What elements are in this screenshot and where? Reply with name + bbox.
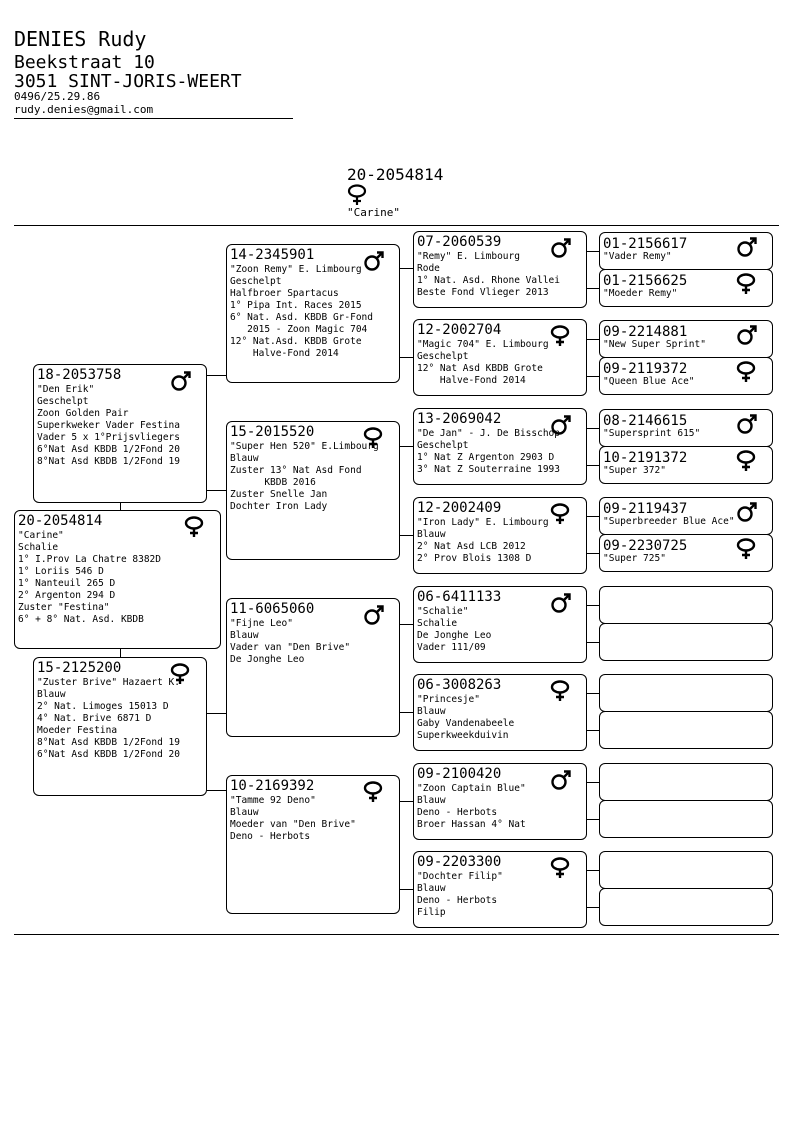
detail-line: Vader 111/09 (417, 642, 486, 653)
male-symbol-icon (736, 236, 758, 258)
detail-line: Halve-Fond 2014 (417, 375, 526, 386)
connector (400, 712, 413, 713)
pigeon-card-fmmf (599, 497, 773, 535)
owner-city: 3051 SINT-JORIS-WEERT (14, 71, 242, 92)
detail-line: Blauw (417, 883, 446, 894)
pigeon-card-mfm (413, 674, 587, 751)
pigeon-card-mff (413, 586, 587, 663)
male-symbol-icon (736, 324, 758, 346)
detail-line: De Jonghe Leo (417, 630, 492, 641)
detail-line: 4° Nat. Brive 6871 D (37, 713, 152, 724)
connector (587, 553, 599, 554)
detail-line: 1° Nat Z Argenton 2903 D (417, 452, 555, 463)
detail-line: 1° I.Prov La Chatre 8382D (18, 554, 161, 565)
connector (207, 713, 227, 714)
pigeon-card-fffm (599, 269, 773, 307)
detail-line: Broer Hassan 4° Nat (417, 819, 526, 830)
pigeon-card-mmm (413, 851, 587, 928)
detail-line: "Zuster Brive" Hazaert K. (37, 677, 180, 688)
pigeon-card-fff (413, 231, 587, 308)
pigeon-card-ffmm (599, 357, 773, 395)
ring-number: 09-2119372 (603, 361, 688, 377)
pigeon-card-mm (226, 775, 400, 914)
connector (587, 516, 599, 517)
male-symbol-icon (550, 769, 572, 791)
detail-line: "Super 725" (603, 553, 666, 564)
detail-line: 3° Nat Z Souterraine 1993 (417, 464, 560, 475)
pigeon-card-mmfm (599, 800, 773, 838)
connector (400, 446, 413, 447)
detail-line: Geschelpt (417, 351, 469, 362)
ring-number: 12-2002704 (417, 322, 502, 338)
pigeon-details (37, 384, 204, 468)
detail-line: 6° + 8° Nat. Asd. KBDB (18, 614, 144, 625)
connector (400, 535, 413, 536)
detail-line: Gaby Vandenabeele (417, 718, 515, 729)
ring-number: 14-2345901 (230, 247, 315, 263)
pigeon-card-ffm (413, 319, 587, 396)
detail-line: Blauw (417, 795, 446, 806)
detail-line: 6°Nat Asd KBDB 1/2Fond 20 (37, 444, 180, 455)
detail-line: Moeder Festina (37, 725, 118, 736)
connector (587, 782, 599, 783)
detail-line: Deno - Herbots (417, 895, 498, 906)
detail-line: Beste Fond Vlieger 2013 (417, 287, 549, 298)
female-symbol-icon (363, 427, 385, 449)
detail-line: 2015 - Zoon Magic 704 (230, 324, 368, 335)
detail-line: "Queen Blue Ace" (603, 376, 695, 387)
ring-number: 06-3008263 (417, 677, 502, 693)
detail-line: Vader van "Den Brive" (230, 642, 351, 653)
pigeon-card-mother (33, 657, 207, 796)
pedigree-title-ring: 20-2054814 (347, 165, 444, 184)
connector (400, 801, 413, 802)
male-symbol-icon (550, 414, 572, 436)
detail-line: Superkweekduivin (417, 730, 509, 741)
detail-line: 1° Nat. Asd. Rhone Vallei (417, 275, 560, 286)
female-symbol-icon (550, 680, 572, 702)
detail-line: 2° Nat Asd LCB 2012 (417, 541, 526, 552)
detail-line: Zuster Snelle Jan (230, 489, 328, 500)
connector (587, 819, 599, 820)
connector (587, 870, 599, 871)
detail-line: 2° Prov Blois 1308 D (417, 553, 532, 564)
ring-number: 07-2060539 (417, 234, 502, 250)
detail-line: Blauw (37, 689, 66, 700)
connector (400, 268, 413, 269)
pigeon-card-mmff (599, 763, 773, 801)
ring-number: 11-6065060 (230, 601, 315, 617)
detail-line: Blauw (230, 807, 259, 818)
pigeon-card-fm (226, 421, 400, 560)
detail-line: "Fijne Leo" (230, 618, 293, 629)
male-symbol-icon (363, 604, 385, 626)
detail-line: "Zoon Remy" E. Limbourg (230, 264, 362, 275)
ring-number: 01-2156617 (603, 236, 688, 252)
pigeon-details (37, 677, 204, 761)
ring-number: 09-2100420 (417, 766, 502, 782)
connector (400, 889, 413, 890)
connector (207, 375, 227, 376)
detail-line: "Dochter Filip" (417, 871, 503, 882)
female-symbol-icon (550, 325, 572, 347)
pigeon-card-father (33, 364, 207, 503)
ring-number: 12-2002409 (417, 500, 502, 516)
connector (587, 642, 599, 643)
detail-line: Blauw (417, 706, 446, 717)
pigeon-card-mfmf (599, 674, 773, 712)
ring-number: 10-2191372 (603, 450, 688, 466)
ring-number: 20-2054814 (18, 513, 103, 529)
pedigree-title-name: "Carine" (347, 206, 400, 219)
pigeon-card-ffff (599, 232, 773, 270)
male-symbol-icon (736, 413, 758, 435)
ring-number: 06-6411133 (417, 589, 502, 605)
pigeon-card-mf (226, 598, 400, 737)
male-symbol-icon (363, 250, 385, 272)
detail-line: "De Jan" - J. De Bisschop (417, 428, 560, 439)
female-symbol-icon (736, 273, 758, 295)
male-symbol-icon (170, 370, 192, 392)
ring-number: 09-2203300 (417, 854, 502, 870)
detail-line: 6° Nat. Asd. KBDB Gr-Fond (230, 312, 373, 323)
detail-line: 1° Loriis 546 D (18, 566, 104, 577)
male-symbol-icon (550, 237, 572, 259)
pigeon-details (230, 441, 397, 513)
pigeon-card-mmf (413, 763, 587, 840)
pigeon-card-subject (14, 510, 221, 649)
detail-line: "New Super Sprint" (603, 339, 706, 350)
ring-number: 09-2230725 (603, 538, 688, 554)
male-symbol-icon (550, 592, 572, 614)
male-symbol-icon (736, 501, 758, 523)
detail-line: 8°Nat Asd KBDB 1/2Fond 19 (37, 737, 180, 748)
female-symbol-icon (550, 503, 572, 525)
ring-number: 15-2125200 (37, 660, 122, 676)
detail-line: Blauw (230, 453, 259, 464)
connector (587, 693, 599, 694)
connector (587, 428, 599, 429)
pigeon-details (230, 264, 397, 360)
female-symbol-icon (363, 781, 385, 803)
pigeon-card-mfff (599, 586, 773, 624)
detail-line: Zoon Golden Pair (37, 408, 129, 419)
detail-line: "Vader Remy" (603, 251, 672, 262)
connector (207, 490, 227, 491)
pigeon-card-fmfm (599, 446, 773, 484)
detail-line: Schalie (417, 618, 458, 629)
detail-line: Filip (417, 907, 446, 918)
detail-line: Vader 5 x 1°Prijsvliegers (37, 432, 180, 443)
pigeon-card-ffmf (599, 320, 773, 358)
detail-line: "Magic 704" E. Limbourg (417, 339, 549, 350)
pigeon-card-ff (226, 244, 400, 383)
detail-line: Blauw (417, 529, 446, 540)
detail-line: 2° Argenton 294 D (18, 590, 116, 601)
detail-line: KBDB 2016 (230, 477, 316, 488)
connector (587, 288, 599, 289)
detail-line: Schalie (18, 542, 59, 553)
pigeon-card-mmmf (599, 851, 773, 889)
detail-line: Superkweker Vader Festina (37, 420, 180, 431)
top-divider (14, 225, 779, 226)
detail-line: Deno - Herbots (417, 807, 498, 818)
detail-line: 1° Pipa Int. Races 2015 (230, 300, 362, 311)
detail-line: "Princesje" (417, 694, 480, 705)
connector (587, 339, 599, 340)
detail-line: "Superbreeder Blue Ace" (603, 516, 735, 527)
detail-line: "Schalie" (417, 606, 469, 617)
female-symbol-icon (736, 450, 758, 472)
detail-line: "Moeder Remy" (603, 288, 678, 299)
detail-line: Geschelpt (37, 396, 89, 407)
ring-number: 09-2119437 (603, 501, 688, 517)
connector (400, 624, 413, 625)
ring-number: 09-2214881 (603, 324, 688, 340)
female-symbol-icon (736, 538, 758, 560)
connector (587, 730, 599, 731)
owner-phone: 0496/25.29.86 (14, 90, 101, 103)
detail-line: Moeder van "Den Brive" (230, 819, 356, 830)
pigeon-card-mffm (599, 623, 773, 661)
detail-line: "Supersprint 615" (603, 428, 701, 439)
detail-line: "Remy" E. Limbourg (417, 251, 520, 262)
connector (587, 465, 599, 466)
detail-line: De Jonghe Leo (230, 654, 305, 665)
detail-line: 6°Nat Asd KBDB 1/2Fond 20 (37, 749, 180, 760)
pigeon-card-fmf (413, 408, 587, 485)
connector (207, 790, 227, 791)
ring-number: 10-2169392 (230, 778, 315, 794)
detail-line: Deno - Herbots (230, 831, 311, 842)
female-symbol-icon (550, 857, 572, 879)
detail-line: Geschelpt (230, 276, 282, 287)
connector (120, 649, 121, 657)
connector (587, 251, 599, 252)
connector (400, 357, 413, 358)
detail-line: "Den Erik" (37, 384, 95, 395)
ring-number: 15-2015520 (230, 424, 315, 440)
ring-number: 18-2053758 (37, 367, 122, 383)
detail-line: Blauw (230, 630, 259, 641)
owner-street: Beekstraat 10 (14, 52, 155, 73)
detail-line: 12° Nat.Asd. KBDB Grote (230, 336, 362, 347)
detail-line: "Iron Lady" E. Limbourg (417, 517, 549, 528)
detail-line: Halve-Fond 2014 (230, 348, 339, 359)
connector (587, 376, 599, 377)
ring-number: 08-2146615 (603, 413, 688, 429)
pigeon-card-mfmm (599, 711, 773, 749)
detail-line: "Super 372" (603, 465, 666, 476)
detail-line: Rode (417, 263, 440, 274)
owner-email: rudy.denies@gmail.com (14, 103, 154, 116)
detail-line: 8°Nat Asd KBDB 1/2Fond 19 (37, 456, 180, 467)
pigeon-card-mmmm (599, 888, 773, 926)
female-symbol-icon (184, 516, 206, 538)
detail-line: "Carine" (18, 530, 64, 541)
pigeon-details (18, 530, 218, 626)
detail-line: 12° Nat Asd KBDB Grote (417, 363, 543, 374)
connector (587, 605, 599, 606)
pigeon-card-fmff (599, 409, 773, 447)
owner-name: DENIES Rudy (14, 27, 147, 51)
detail-line: "Super Hen 520" E.Limbourg (230, 441, 379, 452)
ring-number: 13-2069042 (417, 411, 502, 427)
detail-line: Zuster 13° Nat Asd Fond (230, 465, 362, 476)
ring-number: 01-2156625 (603, 273, 688, 289)
pigeon-card-fmmm (599, 534, 773, 572)
bottom-divider (14, 934, 779, 935)
female-symbol-icon (170, 663, 192, 685)
female-symbol-icon (347, 184, 369, 206)
pigeon-card-fmm (413, 497, 587, 574)
detail-line: Halfbroer Spartacus (230, 288, 339, 299)
detail-line: Zuster "Festina" (18, 602, 110, 613)
female-symbol-icon (736, 361, 758, 383)
detail-line: 2° Nat. Limoges 15013 D (37, 701, 169, 712)
detail-line: "Zoon Captain Blue" (417, 783, 526, 794)
detail-line: Geschelpt (417, 440, 469, 451)
detail-line: "Tamme 92 Deno" (230, 795, 316, 806)
detail-line: 1° Nanteuil 265 D (18, 578, 116, 589)
detail-line: Dochter Iron Lady (230, 501, 328, 512)
connector (587, 907, 599, 908)
owner-underline (14, 118, 293, 119)
